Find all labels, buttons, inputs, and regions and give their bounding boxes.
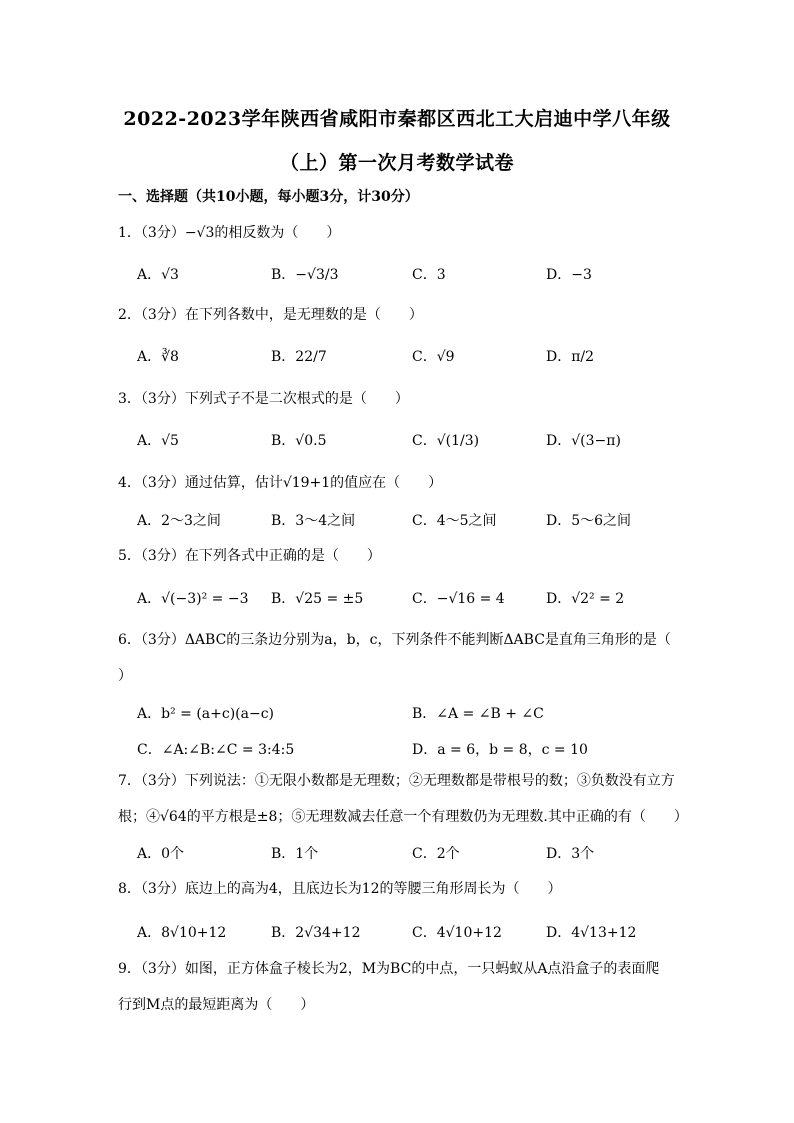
question-1-stem: 1．（3分）−√3的相反数为（ ） (118, 225, 341, 241)
question-6-stem: 6．（3分）ΔABC的三条边分别为a，b，c，下列条件不能判断ΔABC是直角三角形的是（ (118, 632, 671, 648)
question-5-option-b: B．√25 = ±5 (271, 591, 364, 607)
question-1-option-c: C．3 (412, 267, 446, 283)
question-6-option-a: A．b² = (a+c)(a−c) (137, 706, 274, 722)
question-7-stem-continued: 根；④√64的平方根是±8；⑤无理数减去任意一个有理数仍为无理数.其中正确的有（ ） (118, 809, 688, 825)
question-9-stem-continued: 行到M点的最短距离为（ ） (118, 997, 315, 1013)
question-2-option-c: C．√9 (412, 349, 455, 365)
question-3-option-b: B．√0.5 (271, 433, 327, 449)
question-9-stem: 9．（3分）如图，正方体盒子棱长为2，M为BC的中点，一只蚂蚁从A点沿盒子的表面爬 (118, 961, 660, 977)
question-7-option-b: B．1个 (271, 846, 319, 862)
question-3-option-d: D．√(3−π) (546, 433, 621, 449)
question-5-option-a: A．√(−3)² = −3 (137, 591, 249, 607)
question-6-option-b: B．∠A = ∠B + ∠C (412, 706, 544, 722)
question-6-stem-continued: ） (118, 668, 132, 684)
question-5-option-c: C．−√16 = 4 (412, 591, 505, 607)
question-6-option-c: C．∠A:∠B:∠C = 3:4:5 (137, 742, 295, 758)
question-4-option-c: C．4～5之间 (412, 513, 497, 529)
question-2-option-d: D．π/2 (546, 349, 595, 365)
question-4-option-a: A．2～3之间 (137, 513, 221, 529)
question-8-stem: 8．（3分）底边上的高为4，且底边长为12的等腰三角形周长为（ ） (118, 881, 562, 897)
question-1-option-a: A．√3 (137, 267, 179, 283)
exam-title-line2: （上）第一次月考数学试卷 (279, 152, 514, 174)
question-2-option-b: B．22/7 (271, 349, 327, 365)
question-5-stem: 5．（3分）在下列各式中正确的是（ ） (118, 548, 381, 564)
question-7-option-c: C．2个 (412, 846, 460, 862)
question-6-option-d: D．a = 6，b = 8，c = 10 (412, 742, 588, 758)
question-1-option-b: B．−√3/3 (271, 267, 339, 283)
question-3-option-a: A．√5 (137, 433, 179, 449)
question-8-option-c: C．4√10+12 (412, 925, 502, 941)
exam-title-line1: 2022-2023学年陕西省咸阳市秦都区西北工大启迪中学八年级 (123, 108, 671, 130)
question-8-option-d: D．4√13+12 (546, 925, 637, 941)
question-1-option-d: D．−3 (546, 267, 592, 283)
question-8-option-a: A．8√10+12 (137, 925, 227, 941)
question-4-option-d: D．5～6之间 (546, 513, 632, 529)
question-7-stem: 7．（3分）下列说法：①无限小数都是无理数；②无理数都是带根号的数；③负数没有立方 (118, 773, 675, 789)
question-5-option-d: D．√2² = 2 (546, 591, 625, 607)
section-heading: 一、选择题（共10小题，每小题3分，计30分） (118, 189, 419, 205)
question-3-option-c: C．√(1/3) (412, 433, 480, 449)
question-7-option-a: A．0个 (137, 846, 185, 862)
question-3-stem: 3．（3分）下列式子不是二次根式的是（ ） (118, 391, 409, 407)
question-7-option-d: D．3个 (546, 846, 595, 862)
question-8-option-b: B．2√34+12 (271, 925, 361, 941)
question-4-stem: 4．（3分）通过估算，估计√19+1的值应在（ ） (118, 475, 443, 491)
question-4-option-b: B．3～4之间 (271, 513, 356, 529)
question-2-stem: 2．（3分）在下列各数中，是无理数的是（ ） (118, 307, 423, 323)
question-2-option-a: A．∛8 (137, 349, 179, 365)
